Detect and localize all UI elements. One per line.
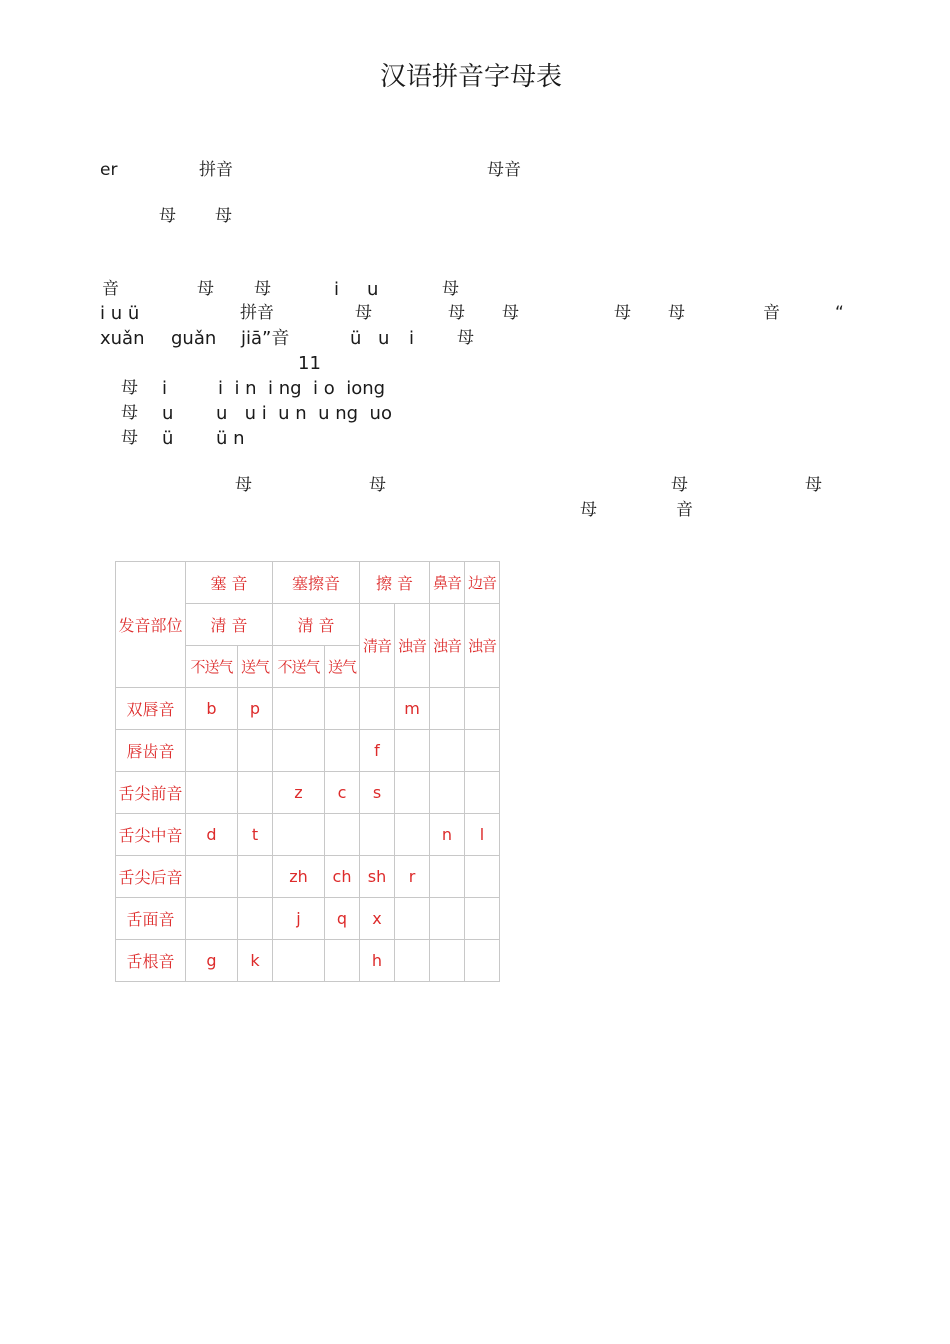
table-cell: [465, 898, 500, 940]
table-cell: [430, 688, 465, 730]
text-fragment: 母: [254, 279, 271, 299]
row-label: 唇齿音: [116, 730, 186, 772]
table-cell: [325, 814, 360, 856]
table-cell: [465, 688, 500, 730]
text-fragment: er: [100, 160, 118, 180]
table-row: [116, 814, 500, 856]
header-voiceless-plosive: 清 音: [186, 604, 273, 646]
table-cell: d: [186, 814, 238, 856]
text-fragment: 母: [215, 206, 232, 226]
text-fragment: xuǎn: [100, 328, 145, 349]
table-cell: [325, 940, 360, 982]
text-fragment: 母: [457, 328, 474, 348]
table-cell: q: [325, 898, 360, 940]
table-cell: g: [186, 940, 238, 982]
table-row: [116, 898, 500, 940]
table-cell: p: [238, 688, 273, 730]
table-cell: [430, 940, 465, 982]
text-fragment: u u i u n u ng uo: [216, 403, 392, 424]
table-cell: s: [360, 772, 395, 814]
table-cell: z: [273, 772, 325, 814]
table-cell: [186, 898, 238, 940]
header-fricative-voiced: 浊音: [395, 604, 430, 688]
header-fricative: 擦 音: [360, 562, 430, 604]
table-cell: [395, 898, 430, 940]
text-fragment: guǎn: [171, 328, 217, 349]
text-fragment: u: [378, 328, 390, 349]
header-unaspirated: 不送气: [186, 646, 238, 688]
text-fragment: 母: [369, 475, 386, 495]
text-fragment: 母: [355, 303, 372, 323]
text-fragment: 拼音: [199, 160, 233, 180]
text-fragment: 音: [676, 500, 693, 520]
header-nasal: 鼻音: [430, 562, 465, 604]
table-cell: [430, 772, 465, 814]
header-unaspirated: 不送气: [273, 646, 325, 688]
table-cell: sh: [360, 856, 395, 898]
table-cell: r: [395, 856, 430, 898]
header-affricate: 塞擦音: [273, 562, 360, 604]
table-cell: j: [273, 898, 325, 940]
table-cell: [273, 940, 325, 982]
text-fragment: u: [162, 403, 174, 424]
text-fragment: 母: [121, 378, 138, 398]
table-cell: [360, 814, 395, 856]
text-fragment: 母: [502, 303, 519, 323]
table-cell: [273, 730, 325, 772]
table-cell: [430, 856, 465, 898]
text-fragment: 母: [442, 279, 459, 299]
row-label: 舌面音: [116, 898, 186, 940]
table-row: [116, 688, 500, 730]
table-cell: x: [360, 898, 395, 940]
text-fragment: 母: [235, 475, 252, 495]
table-cell: [465, 772, 500, 814]
header-voiceless-affricate: 清 音: [273, 604, 360, 646]
table-cell: l: [465, 814, 500, 856]
header-place: 发音部位: [116, 562, 186, 688]
text-fragment: 11: [298, 353, 321, 374]
row-label: 舌尖中音: [116, 814, 186, 856]
table-cell: zh: [273, 856, 325, 898]
table-row: [116, 940, 500, 982]
header-nasal-voiced: 浊音: [430, 604, 465, 688]
text-fragment: i i n i ng i o iong: [218, 378, 386, 399]
text-fragment: 母: [580, 500, 597, 520]
header-fricative-voiceless: 清音: [360, 604, 395, 688]
table-cell: [395, 772, 430, 814]
text-fragment: u: [367, 279, 379, 300]
text-fragment: “: [835, 303, 844, 323]
table-row: [116, 772, 500, 814]
table-cell: [273, 814, 325, 856]
table-cell: [238, 898, 273, 940]
consonant-table: [115, 561, 500, 982]
header-lateral-voiced: 浊音: [465, 604, 500, 688]
text-fragment: 母: [614, 303, 631, 323]
table-cell: m: [395, 688, 430, 730]
header-aspirated: 送气: [325, 646, 360, 688]
text-fragment: 母: [448, 303, 465, 323]
table-cell: [186, 772, 238, 814]
header-aspirated: 送气: [238, 646, 273, 688]
table-cell: [430, 730, 465, 772]
text-fragment: 母: [121, 428, 138, 448]
table-cell: [238, 730, 273, 772]
table-cell: [238, 772, 273, 814]
table-cell: [465, 856, 500, 898]
text-fragment: 母: [668, 303, 685, 323]
table-cell: k: [238, 940, 273, 982]
table-cell: [360, 688, 395, 730]
table-cell: [465, 940, 500, 982]
text-fragment: 母: [159, 206, 176, 226]
text-fragment: 母: [121, 403, 138, 423]
table-cell: [395, 814, 430, 856]
table-cell: [325, 688, 360, 730]
table-row: [116, 856, 500, 898]
text-fragment: i: [409, 328, 415, 349]
text-fragment: 母: [671, 475, 688, 495]
row-label: 舌尖前音: [116, 772, 186, 814]
text-fragment: ü n: [216, 428, 245, 449]
text-fragment: i: [334, 279, 340, 300]
text-fragment: 母音: [487, 160, 521, 180]
text-fragment: 音: [102, 279, 119, 299]
text-fragment: 音: [763, 303, 780, 323]
text-fragment: 母: [805, 475, 822, 495]
text-fragment: ü: [162, 428, 174, 449]
table-cell: [186, 856, 238, 898]
table-cell: [430, 898, 465, 940]
text-fragment: 母: [197, 279, 214, 299]
table-cell: h: [360, 940, 395, 982]
table-cell: [273, 688, 325, 730]
table-cell: c: [325, 772, 360, 814]
table-cell: t: [238, 814, 273, 856]
table-row: [116, 730, 500, 772]
table-cell: [465, 730, 500, 772]
row-label: 舌根音: [116, 940, 186, 982]
table-cell: n: [430, 814, 465, 856]
table-cell: [325, 730, 360, 772]
row-label: 双唇音: [116, 688, 186, 730]
table-cell: b: [186, 688, 238, 730]
table-cell: [395, 940, 430, 982]
table-cell: [238, 856, 273, 898]
header-lateral: 边音: [465, 562, 500, 604]
text-fragment: i u ü: [100, 303, 140, 324]
text-fragment: 拼音: [240, 303, 274, 323]
table-cell: f: [360, 730, 395, 772]
text-fragment: jiā”音: [241, 328, 290, 349]
text-fragment: i: [162, 378, 168, 399]
row-label: 舌尖后音: [116, 856, 186, 898]
header-plosive: 塞 音: [186, 562, 273, 604]
table-cell: ch: [325, 856, 360, 898]
table-cell: [186, 730, 238, 772]
page-title: 汉语拼音字母表: [380, 62, 563, 92]
table-cell: [395, 730, 430, 772]
text-fragment: ü: [350, 328, 362, 349]
